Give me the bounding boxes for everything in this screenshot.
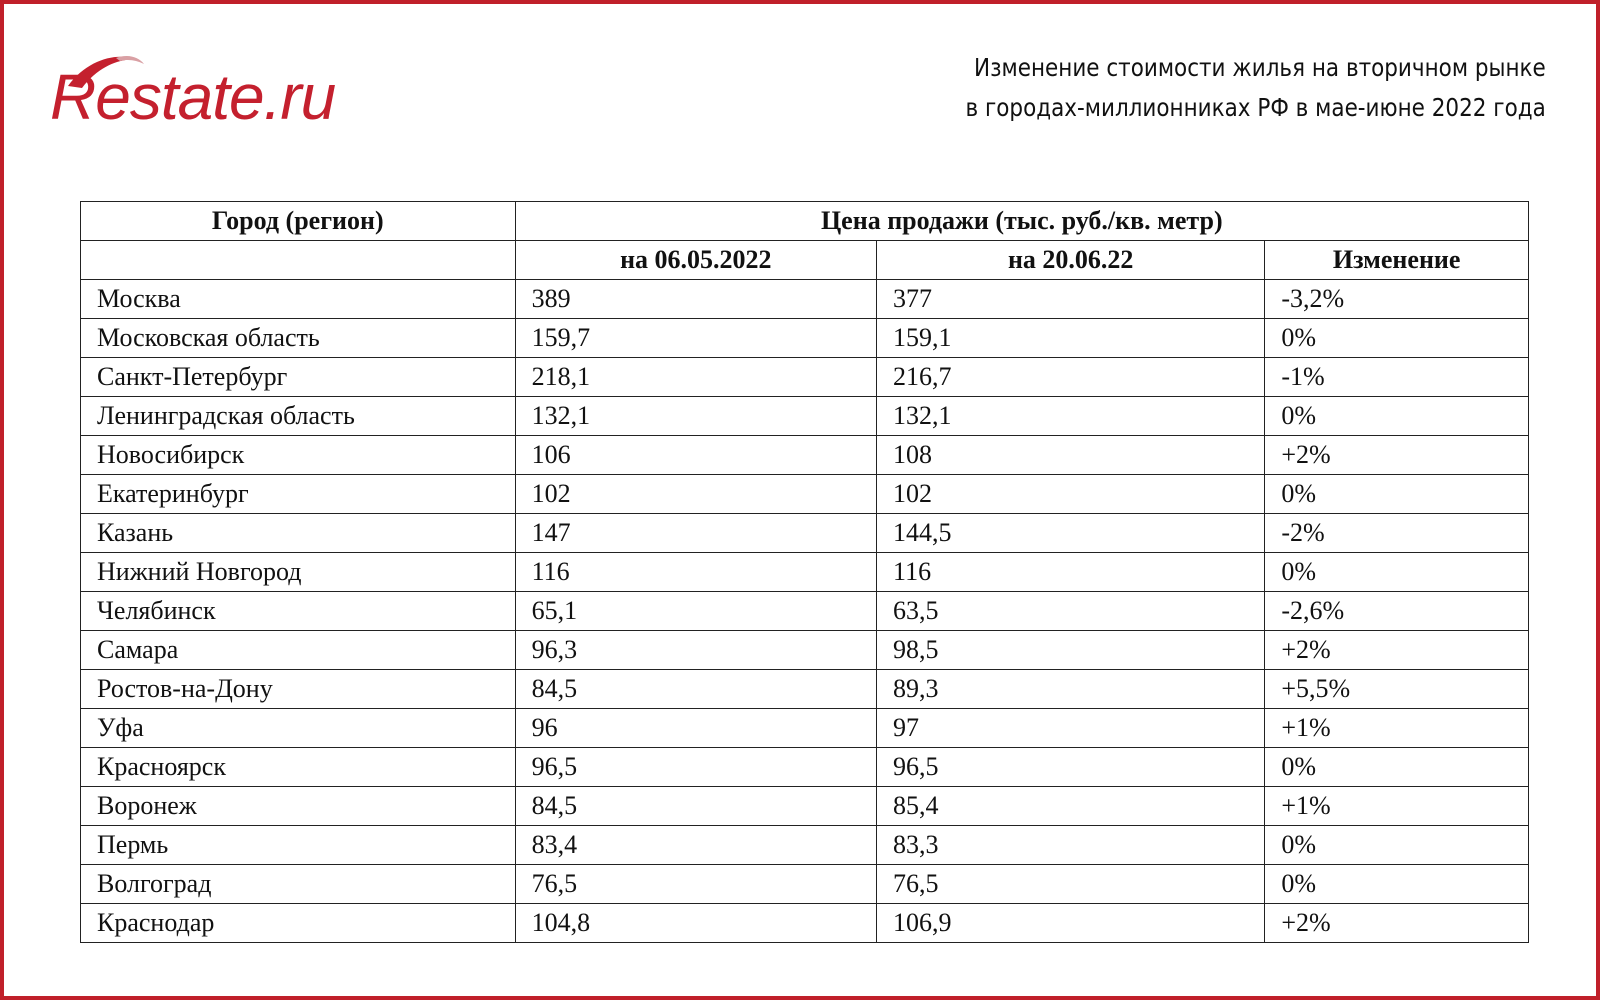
table-row [81, 865, 1529, 904]
cell-price-date2: 89,3 [877, 670, 1265, 709]
table-row [81, 553, 1529, 592]
cell-price-date1: 102 [515, 475, 876, 514]
cell-price-date2: 132,1 [877, 397, 1265, 436]
page-title [966, 48, 1546, 128]
cell-change: 0% [1265, 826, 1529, 865]
title-line-1: Изменение стоимости жилья на вторичном рынке [974, 53, 1546, 82]
subheader-change: Изменение [1265, 241, 1529, 280]
cell-change: +1% [1265, 709, 1529, 748]
cell-price-date1: 84,5 [515, 787, 876, 826]
cell-price-date2: 76,5 [877, 865, 1265, 904]
table-subheader-row [81, 241, 1529, 280]
cell-change: +2% [1265, 436, 1529, 475]
cell-change: 0% [1265, 865, 1529, 904]
cell-change: 0% [1265, 553, 1529, 592]
cell-price-date2: 159,1 [877, 319, 1265, 358]
cell-city: Краснодар [81, 904, 516, 943]
subheader-date2: на 20.06.22 [877, 241, 1265, 280]
cell-price-date1: 159,7 [515, 319, 876, 358]
cell-city: Екатеринбург [81, 475, 516, 514]
cell-price-date1: 76,5 [515, 865, 876, 904]
table-row [81, 514, 1529, 553]
cell-change: +2% [1265, 904, 1529, 943]
brand-logo [50, 52, 350, 142]
cell-price-date1: 106 [515, 436, 876, 475]
cell-price-date2: 63,5 [877, 592, 1265, 631]
cell-price-date2: 216,7 [877, 358, 1265, 397]
cell-price-date1: 389 [515, 280, 876, 319]
cell-change: 0% [1265, 397, 1529, 436]
cell-change: -1% [1265, 358, 1529, 397]
table-body [81, 280, 1529, 943]
table-row [81, 787, 1529, 826]
table-row [81, 904, 1529, 943]
table-row [81, 592, 1529, 631]
cell-price-date1: 83,4 [515, 826, 876, 865]
cell-price-date1: 65,1 [515, 592, 876, 631]
table-row [81, 631, 1529, 670]
cell-price-date2: 106,9 [877, 904, 1265, 943]
subheader-date1: на 06.05.2022 [515, 241, 876, 280]
cell-change: +5,5% [1265, 670, 1529, 709]
cell-city: Новосибирск [81, 436, 516, 475]
cell-city: Московская область [81, 319, 516, 358]
table-row [81, 319, 1529, 358]
cell-city: Воронеж [81, 787, 516, 826]
cell-city: Волгоград [81, 865, 516, 904]
cell-price-date2: 96,5 [877, 748, 1265, 787]
subheader-empty [81, 241, 516, 280]
table-header-row [81, 202, 1529, 241]
cell-city: Красноярск [81, 748, 516, 787]
table-row [81, 436, 1529, 475]
cell-change: 0% [1265, 475, 1529, 514]
table-row [81, 397, 1529, 436]
cell-city: Уфа [81, 709, 516, 748]
header-city: Город (регион) [81, 202, 516, 241]
cell-price-date1: 132,1 [515, 397, 876, 436]
table-row [81, 358, 1529, 397]
cell-change: -2,6% [1265, 592, 1529, 631]
table-row [81, 670, 1529, 709]
cell-change: 0% [1265, 319, 1529, 358]
cell-price-date1: 116 [515, 553, 876, 592]
table-row [81, 709, 1529, 748]
cell-price-date1: 104,8 [515, 904, 876, 943]
cell-price-date2: 83,3 [877, 826, 1265, 865]
cell-city: Самара [81, 631, 516, 670]
cell-city: Ростов-на-Дону [81, 670, 516, 709]
cell-city: Санкт-Петербург [81, 358, 516, 397]
cell-price-date2: 144,5 [877, 514, 1265, 553]
cell-price-date1: 96,3 [515, 631, 876, 670]
cell-change: 0% [1265, 748, 1529, 787]
cell-price-date2: 102 [877, 475, 1265, 514]
price-table [80, 201, 1529, 943]
cell-price-date1: 84,5 [515, 670, 876, 709]
cell-city: Казань [81, 514, 516, 553]
cell-price-date2: 85,4 [877, 787, 1265, 826]
table-row [81, 280, 1529, 319]
cell-city: Челябинск [81, 592, 516, 631]
cell-price-date2: 108 [877, 436, 1265, 475]
cell-price-date2: 377 [877, 280, 1265, 319]
cell-price-date1: 147 [515, 514, 876, 553]
cell-city: Нижний Новгород [81, 553, 516, 592]
title-line-2: в городах-миллионниках РФ в мае-июне 2022 года [965, 93, 1546, 122]
cell-price-date2: 116 [877, 553, 1265, 592]
cell-price-date1: 96,5 [515, 748, 876, 787]
cell-city: Пермь [81, 826, 516, 865]
logo-text: Restate.ru [50, 61, 336, 133]
cell-price-date1: 218,1 [515, 358, 876, 397]
table-row [81, 748, 1529, 787]
cell-change: +1% [1265, 787, 1529, 826]
table-row [81, 475, 1529, 514]
cell-price-date2: 97 [877, 709, 1265, 748]
cell-change: -2% [1265, 514, 1529, 553]
cell-price-date2: 98,5 [877, 631, 1265, 670]
header-price: Цена продажи (тыс. руб./кв. метр) [515, 202, 1528, 241]
cell-change: +2% [1265, 631, 1529, 670]
cell-city: Москва [81, 280, 516, 319]
table-row [81, 826, 1529, 865]
cell-price-date1: 96 [515, 709, 876, 748]
cell-change: -3,2% [1265, 280, 1529, 319]
cell-city: Ленинградская область [81, 397, 516, 436]
